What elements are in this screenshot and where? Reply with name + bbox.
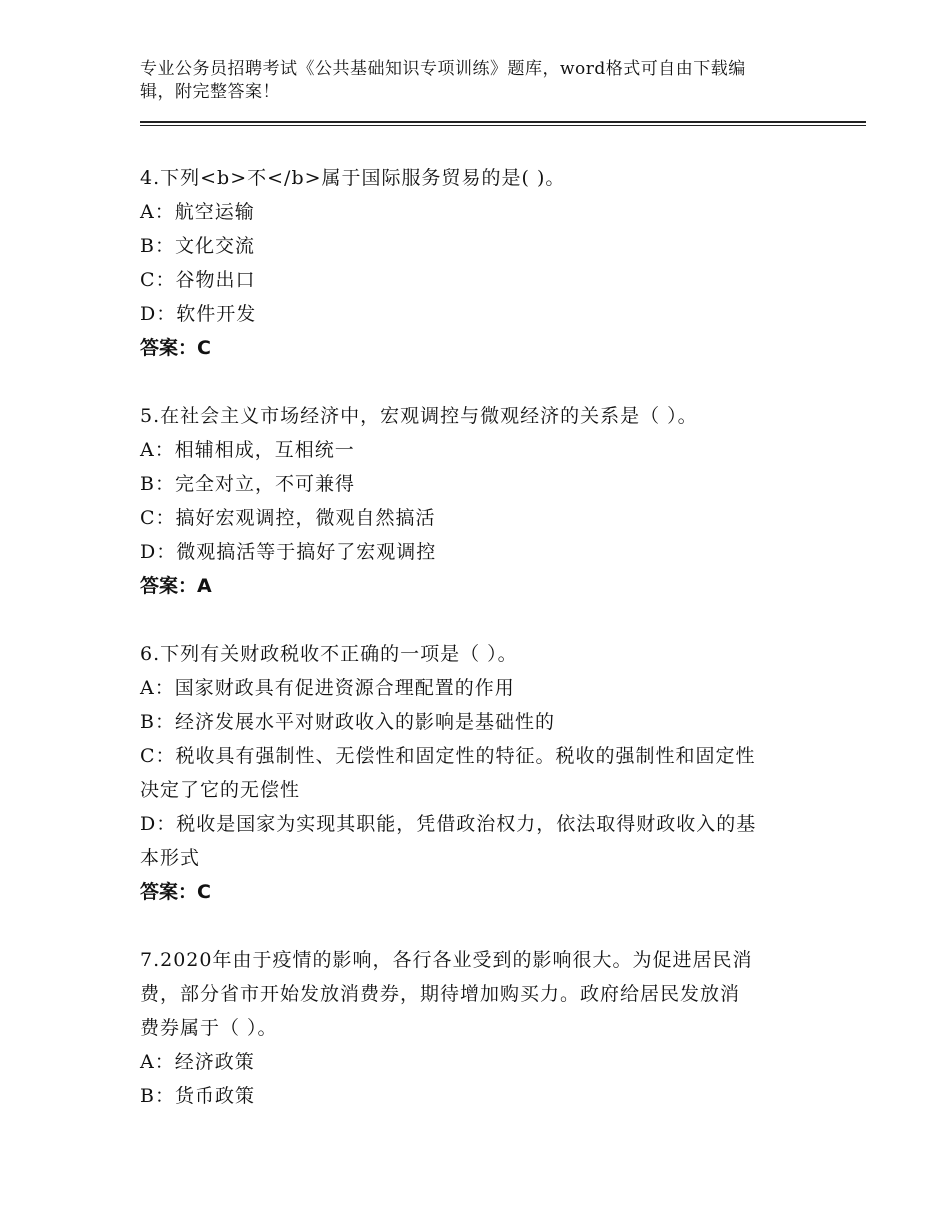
header-line-1: 专业公务员招聘考试《公共基础知识专项训练》题库，word格式可自由下载编 — [140, 59, 746, 79]
question-stem: 4.下列<b>不</b>属于国际服务贸易的是( )。 — [140, 167, 566, 189]
answer-option: A：相辅相成，互相统一 — [140, 439, 355, 461]
answer-key: 答案：C — [140, 881, 211, 903]
answer-option: D：微观搞活等于搞好了宏观调控 — [140, 541, 437, 563]
answer-option: A：航空运输 — [140, 201, 255, 223]
question-stem: 7.2020年由于疫情的影响，各行各业受到的影响很大。为促进居民消 — [140, 949, 753, 971]
header-divider-thin — [140, 125, 866, 126]
answer-option: 决定了它的无偿性 — [140, 779, 301, 801]
question-stem: 6.下列有关财政税收不正确的一项是（ ）。 — [140, 643, 518, 665]
question-block — [140, 161, 815, 365]
question-block — [140, 943, 815, 1113]
answer-option: B：完全对立，不可兼得 — [140, 473, 355, 495]
answer-key: 答案：A — [140, 575, 212, 597]
header-divider-thick — [140, 121, 866, 123]
question-block — [140, 637, 815, 909]
answer-option: D：税收是国家为实现其职能，凭借政治权力，依法取得财政收入的基 — [140, 813, 757, 835]
question-stem: 5.在社会主义市场经济中，宏观调控与微观经济的关系是（ ）。 — [140, 405, 698, 427]
answer-option: C：搞好宏观调控，微观自然搞活 — [140, 507, 436, 529]
answer-option: D：软件开发 — [140, 303, 257, 325]
answer-option: B：货币政策 — [140, 1085, 255, 1107]
answer-option: B：文化交流 — [140, 235, 255, 257]
answer-option: A：国家财政具有促进资源合理配置的作用 — [140, 677, 515, 699]
question-stem: 费，部分省市开始发放消费券，期待增加购买力。政府给居民发放消 — [140, 983, 741, 1005]
question-list — [140, 161, 815, 1147]
answer-key: 答案：C — [140, 337, 211, 359]
answer-option: A：经济政策 — [140, 1051, 255, 1073]
answer-option: 本形式 — [140, 847, 201, 869]
header-line-2: 辑，附完整答案！ — [140, 82, 280, 102]
question-block — [140, 399, 815, 603]
question-stem: 费券属于（ ）。 — [140, 1017, 278, 1039]
page-header — [140, 58, 800, 104]
answer-option: B：经济发展水平对财政收入的影响是基础性的 — [140, 711, 555, 733]
answer-option: C：谷物出口 — [140, 269, 256, 291]
answer-option: C：税收具有强制性、无偿性和固定性的特征。税收的强制性和固定性 — [140, 745, 756, 767]
